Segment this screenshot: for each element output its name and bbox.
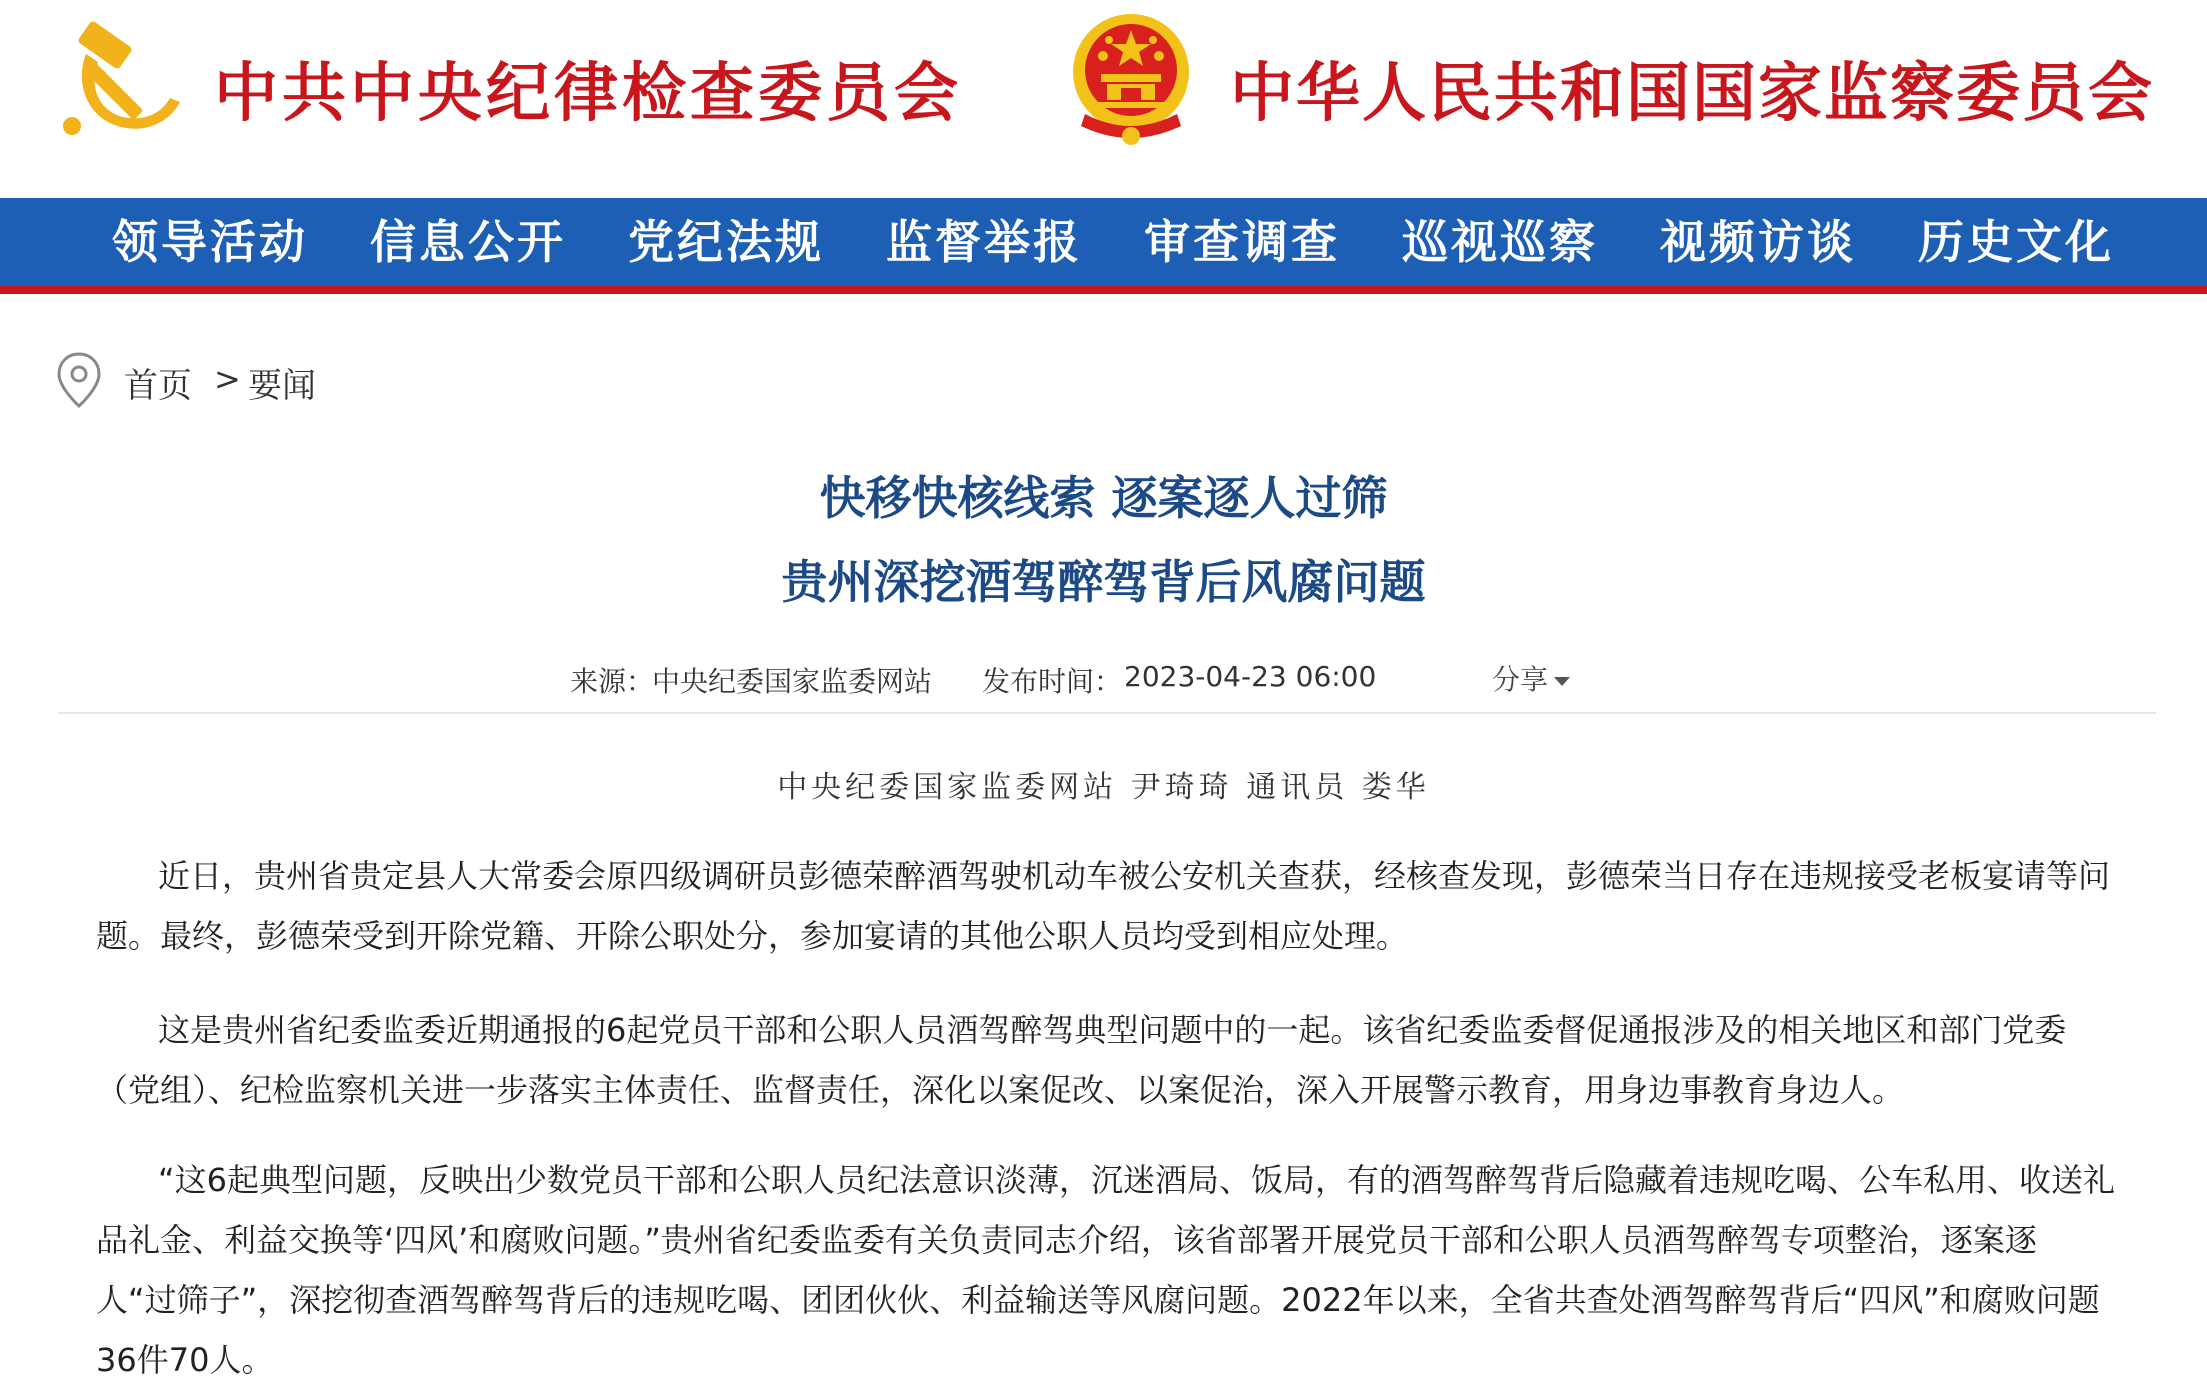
publish-time-label: 发布时间：	[982, 665, 1123, 698]
ccdi-site-title[interactable]: 中共中央纪律检查委员会	[214, 56, 962, 131]
article-paragraph: “这6起典型问题，反映出少数党员干部和公职人员纪法意识淡薄，沉迷酒局、饭局，有的酒驾醉驾背后隐藏着违规吃喝、公车私用、收送礼品礼金、利益交换等‘四风’和腐败问题。”贵州省纪委监委有关负责同志介绍，该省部署开展党员干部和公职人员酒驾醉驾专项整治，逐案逐人“过筛子”，深挖彻查酒驾醉驾背后的违规吃喝、团团伙伙、利益输送等风腐问题。2022年以来，全省共查处酒驾醉驾背后“四风”和腐败问题36件70人。	[96, 1161, 2115, 1379]
nav-divider	[0, 286, 2207, 294]
nav-item-supervision-report[interactable]: 监督举报	[886, 215, 1082, 269]
nav-item-leadership[interactable]: 领导活动	[112, 215, 308, 269]
header-divider	[58, 712, 2156, 714]
national-emblem-icon[interactable]	[1063, 10, 1199, 152]
article-title-line2: 贵州深挖酒驾醉驾背后风腐问题	[781, 555, 1426, 609]
nav-item-video-interview[interactable]: 视频访谈	[1660, 215, 1856, 269]
article-title-line1: 快移快核线索 逐案逐人过筛	[819, 471, 1388, 525]
location-pin-icon	[54, 350, 104, 410]
party-emblem-icon[interactable]	[56, 14, 188, 144]
site-header	[0, 0, 2207, 198]
nav-item-regulations[interactable]: 党纪法规	[628, 215, 824, 269]
main-nav	[0, 198, 2207, 286]
source-label: 来源：	[570, 665, 655, 698]
source-value: 中央纪委国家监委网站	[652, 665, 933, 698]
breadcrumb-home-link[interactable]: 首页	[124, 366, 192, 406]
article-byline: 中央纪委国家监委网站 尹琦琦 通讯员 娄华	[777, 770, 1430, 805]
article-paragraph: 近日，贵州省贵定县人大常委会原四级调研员彭德荣醉酒驾驶机动车被公安机关查获，经核查发现，彭德荣当日存在违规接受老板宴请等问题。最终，彭德荣受到开除党籍、开除公职处分，参加宴请的其他公职人员均受到相应处理。	[96, 857, 2111, 955]
chevron-down-icon	[1554, 677, 1570, 686]
nav-item-info-disclosure[interactable]: 信息公开	[370, 215, 566, 269]
nav-item-history-culture[interactable]: 历史文化	[1918, 215, 2114, 269]
article-paragraph: 这是贵州省纪委监委近期通报的6起党员干部和公职人员酒驾醉驾典型问题中的一起。该省纪委监委督促通报涉及的相关地区和部门党委（党组）、纪检监察机关进一步落实主体责任、监督责任，深化以案促改、以案促治，深入开展警示教育，用身边事教育身边人。	[96, 1011, 2067, 1109]
nav-item-investigation[interactable]: 审查调查	[1144, 215, 1340, 269]
breadcrumb-current-link[interactable]: 要闻	[248, 366, 316, 406]
nav-item-inspection[interactable]: 巡视巡察	[1402, 215, 1598, 269]
publish-time-value: 2023-04-23 06:00	[1124, 660, 1377, 693]
share-button[interactable]	[1492, 658, 1570, 698]
nsc-site-title[interactable]: 中华人民共和国国家监察委员会	[1230, 56, 2154, 131]
breadcrumb-separator: >	[214, 360, 241, 398]
share-label: 分享	[1492, 663, 1549, 696]
